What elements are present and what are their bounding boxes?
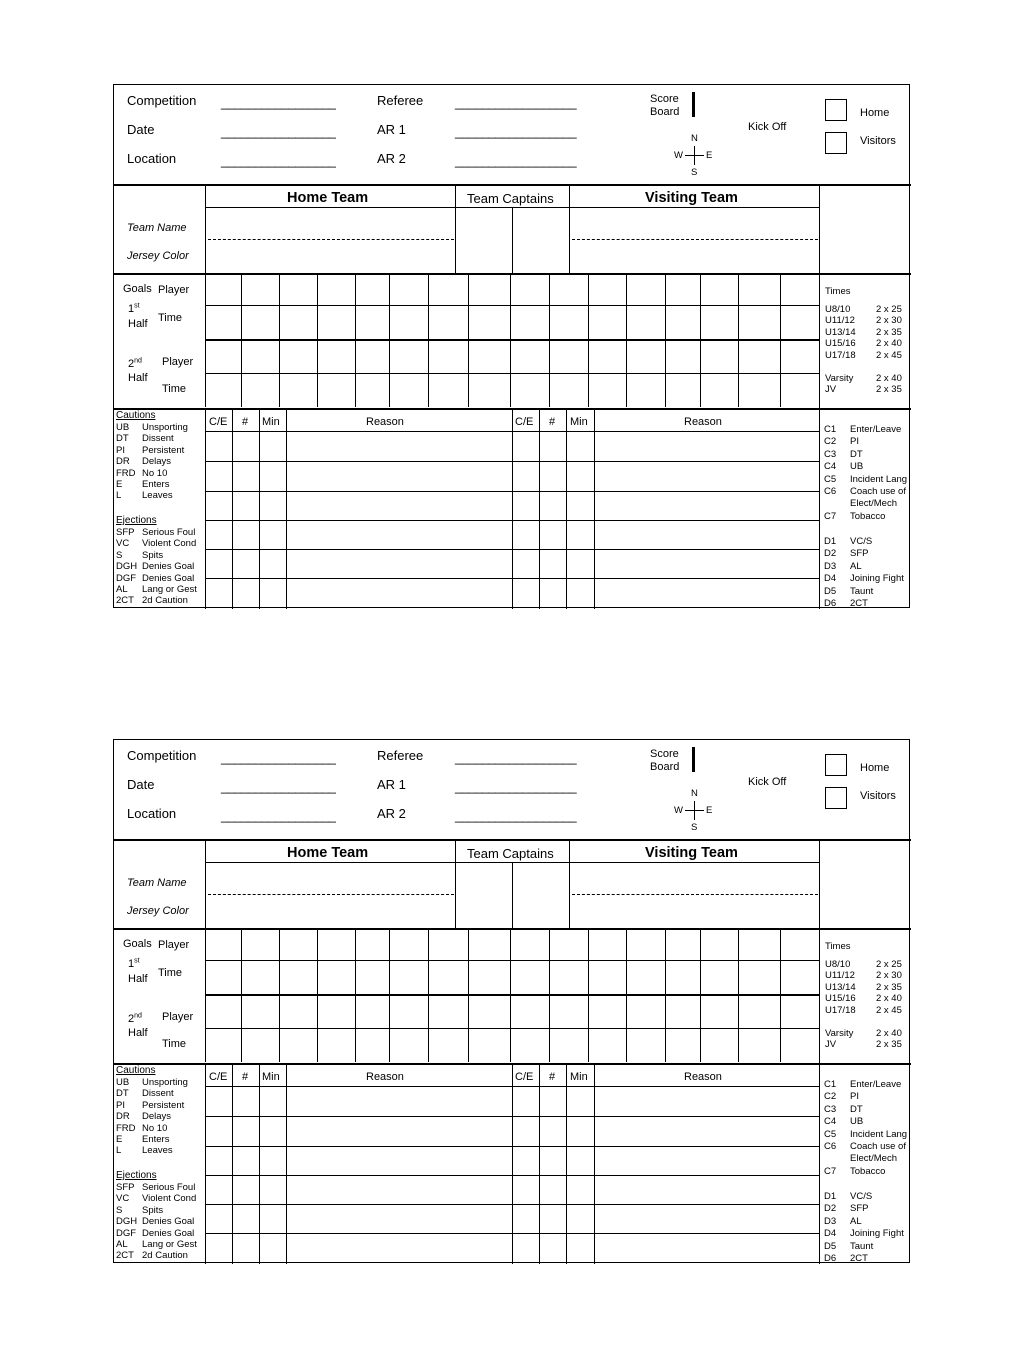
jersey-color-label: Jersey Color (127, 905, 189, 917)
home-label: Home (860, 107, 890, 119)
home-team-name-line[interactable] (208, 239, 454, 240)
ejection-codes: D1 D2 D3 D4 D5 D6 (824, 536, 837, 606)
visiting-team-name-line[interactable] (572, 894, 818, 895)
goals-label: Goals (123, 938, 152, 950)
cautions-codes: UB DT PI DR FRD E L (116, 422, 136, 502)
date-label: Date (127, 122, 155, 137)
referee-field[interactable]: __________________ (455, 750, 577, 765)
team-name-label: Team Name (127, 877, 187, 889)
times-title: Times (825, 286, 851, 297)
home-checkbox[interactable] (825, 754, 847, 776)
date-field[interactable]: _________________ (221, 124, 336, 139)
score-board-label: Score (650, 93, 679, 105)
num-header-visitors: # (549, 416, 556, 428)
ejection-codes: D1 D2 D3 D4 D5 D6 (824, 1191, 837, 1261)
player-label-1: Player (158, 284, 190, 296)
compass-w: W (674, 150, 683, 161)
score-board-label: Score (650, 748, 679, 760)
ar1-field[interactable]: __________________ (455, 124, 577, 139)
competition-field[interactable]: _________________ (221, 95, 336, 110)
varsity-label: Varsity (825, 1028, 854, 1039)
cautions-title: Cautions (116, 410, 156, 421)
team-name-label: Team Name (127, 222, 187, 234)
date-label: Date (127, 777, 155, 792)
team-captains-heading: Team Captains (467, 846, 554, 861)
second-half-num: 2nd (128, 357, 142, 370)
varsity-label: Varsity (825, 373, 854, 384)
home-team-name-line[interactable] (208, 894, 454, 895)
referee-label: Referee (377, 93, 424, 108)
compass-n: N (691, 788, 698, 799)
min-header-home: Min (262, 416, 280, 428)
game-report-card-2 (113, 739, 910, 1263)
compass-n: N (691, 133, 698, 144)
misconduct-codes: C1 C2 C3 C4 C5 C6 C7 (824, 1079, 837, 1177)
ar2-field[interactable]: __________________ (455, 808, 577, 823)
location-label: Location (127, 806, 177, 821)
second-half-label: Half (128, 1027, 148, 1039)
ar1-label: AR 1 (377, 122, 406, 137)
location-label: Location (127, 151, 177, 166)
ce-header-visitors: C/E (515, 1071, 534, 1083)
second-half-label: Half (128, 372, 148, 384)
misconduct-descriptions: Enter/Leave PI DT UB Incident Lang Coach use of Elect/Mech Tobacco (850, 424, 908, 522)
num-header-visitors: # (549, 1071, 556, 1083)
reason-header-visitors: Reason (684, 416, 722, 428)
ar2-label: AR 2 (377, 151, 406, 166)
min-header-home: Min (262, 1071, 280, 1083)
visitors-label: Visitors (860, 135, 896, 147)
visiting-team-heading: Visiting Team (645, 190, 738, 206)
cautions-descriptions: Unsporting Dissent Persistent Delays No 10 Enters Leaves (142, 1077, 188, 1157)
team-captains-heading: Team Captains (467, 191, 554, 206)
referee-label: Referee (377, 748, 424, 763)
competition-label: Competition (127, 748, 197, 763)
compass-icon (674, 133, 716, 179)
jv-label: JV (825, 1039, 837, 1050)
cautions-descriptions: Unsporting Dissent Persistent Delays No 10 Enters Leaves (142, 422, 188, 502)
first-half-label: Half (128, 973, 148, 985)
player-label-1: Player (158, 939, 190, 951)
score-board-bar (692, 92, 695, 117)
competition-field[interactable]: _________________ (221, 750, 336, 765)
misconduct-descriptions: Enter/Leave PI DT UB Incident Lang Coach use of Elect/Mech Tobacco (850, 1079, 908, 1177)
ejection-descriptions: VC/S SFP AL Joining Fight Taunt 2CT (850, 1191, 904, 1261)
min-header-visitors: Min (570, 1071, 588, 1083)
reason-header-home: Reason (366, 416, 404, 428)
jv-duration: 2 x 35 (876, 1039, 902, 1050)
score-board-label-2: Board (650, 106, 680, 118)
home-label: Home (860, 762, 890, 774)
varsity-duration: 2 x 40 (876, 373, 902, 384)
ejection-descriptions: VC/S SFP AL Joining Fight Taunt 2CT (850, 536, 904, 606)
times-title: Times (825, 941, 851, 952)
time-label-2: Time (162, 383, 187, 395)
location-field[interactable]: _________________ (221, 808, 336, 823)
ejections-descriptions: Serious Foul Violent Cond Spits Denies Goal Denies Goal Lang or Gest 2d Caution (142, 1182, 197, 1262)
score-board-label-2: Board (650, 761, 680, 773)
visiting-team-name-line[interactable] (572, 239, 818, 240)
competition-label: Competition (127, 93, 197, 108)
ar2-field[interactable]: __________________ (455, 153, 577, 168)
game-report-card-1 (113, 84, 910, 608)
num-header-home: # (242, 416, 249, 428)
jersey-color-label: Jersey Color (127, 250, 189, 262)
misconduct-codes: C1 C2 C3 C4 C5 C6 C7 (824, 424, 837, 522)
reason-header-visitors: Reason (684, 1071, 722, 1083)
home-checkbox[interactable] (825, 99, 847, 121)
times-ages: U8/10 U11/12 U13/14 U15/16 U17/18 (825, 304, 856, 361)
visitors-label: Visitors (860, 790, 896, 802)
times-durations: 2 x 25 2 x 30 2 x 35 2 x 40 2 x 45 (876, 959, 902, 1016)
visitors-checkbox[interactable] (825, 132, 847, 154)
num-header-home: # (242, 1071, 249, 1083)
kick-off-label: Kick Off (748, 776, 787, 788)
first-half-num: 1st (128, 302, 140, 315)
compass-e: E (706, 150, 713, 161)
home-team-heading: Home Team (287, 845, 369, 861)
time-label-2: Time (162, 1038, 187, 1050)
compass-s: S (691, 822, 698, 833)
compass-e: E (706, 805, 713, 816)
cautions-codes: UB DT PI DR FRD E L (116, 1077, 136, 1157)
compass-w: W (674, 805, 683, 816)
ar1-label: AR 1 (377, 777, 406, 792)
times-ages: U8/10 U11/12 U13/14 U15/16 U17/18 (825, 959, 856, 1016)
ejections-descriptions: Serious Foul Violent Cond Spits Denies Goal Denies Goal Lang or Gest 2d Caution (142, 527, 197, 607)
varsity-duration: 2 x 40 (876, 1028, 902, 1039)
min-header-visitors: Min (570, 416, 588, 428)
player-label-2: Player (162, 1011, 194, 1023)
ce-header-home: C/E (209, 416, 228, 428)
location-field[interactable]: _________________ (221, 153, 336, 168)
jv-label: JV (825, 384, 837, 395)
time-label-1: Time (158, 967, 183, 979)
compass-icon (674, 788, 716, 834)
score-board-bar (692, 747, 695, 772)
goals-label: Goals (123, 283, 152, 295)
ar2-label: AR 2 (377, 806, 406, 821)
ejections-title: Ejections (116, 515, 157, 526)
cautions-title: Cautions (116, 1065, 156, 1076)
first-half-num: 1st (128, 957, 140, 970)
times-durations: 2 x 25 2 x 30 2 x 35 2 x 40 2 x 45 (876, 304, 902, 361)
reason-header-home: Reason (366, 1071, 404, 1083)
ce-header-visitors: C/E (515, 416, 534, 428)
second-half-num: 2nd (128, 1012, 142, 1025)
home-team-heading: Home Team (287, 190, 369, 206)
first-half-label: Half (128, 318, 148, 330)
compass-s: S (691, 167, 698, 178)
player-label-2: Player (162, 356, 194, 368)
referee-field[interactable]: __________________ (455, 95, 577, 110)
ejections-title: Ejections (116, 1170, 157, 1181)
visitors-checkbox[interactable] (825, 787, 847, 809)
ce-header-home: C/E (209, 1071, 228, 1083)
visiting-team-heading: Visiting Team (645, 845, 738, 861)
ejections-codes: SFP VC S DGH DGF AL 2CT (116, 1182, 138, 1262)
time-label-1: Time (158, 312, 183, 324)
jv-duration: 2 x 35 (876, 384, 902, 395)
date-field[interactable]: _________________ (221, 779, 336, 794)
ejections-codes: SFP VC S DGH DGF AL 2CT (116, 527, 138, 607)
ar1-field[interactable]: __________________ (455, 779, 577, 794)
kick-off-label: Kick Off (748, 121, 787, 133)
